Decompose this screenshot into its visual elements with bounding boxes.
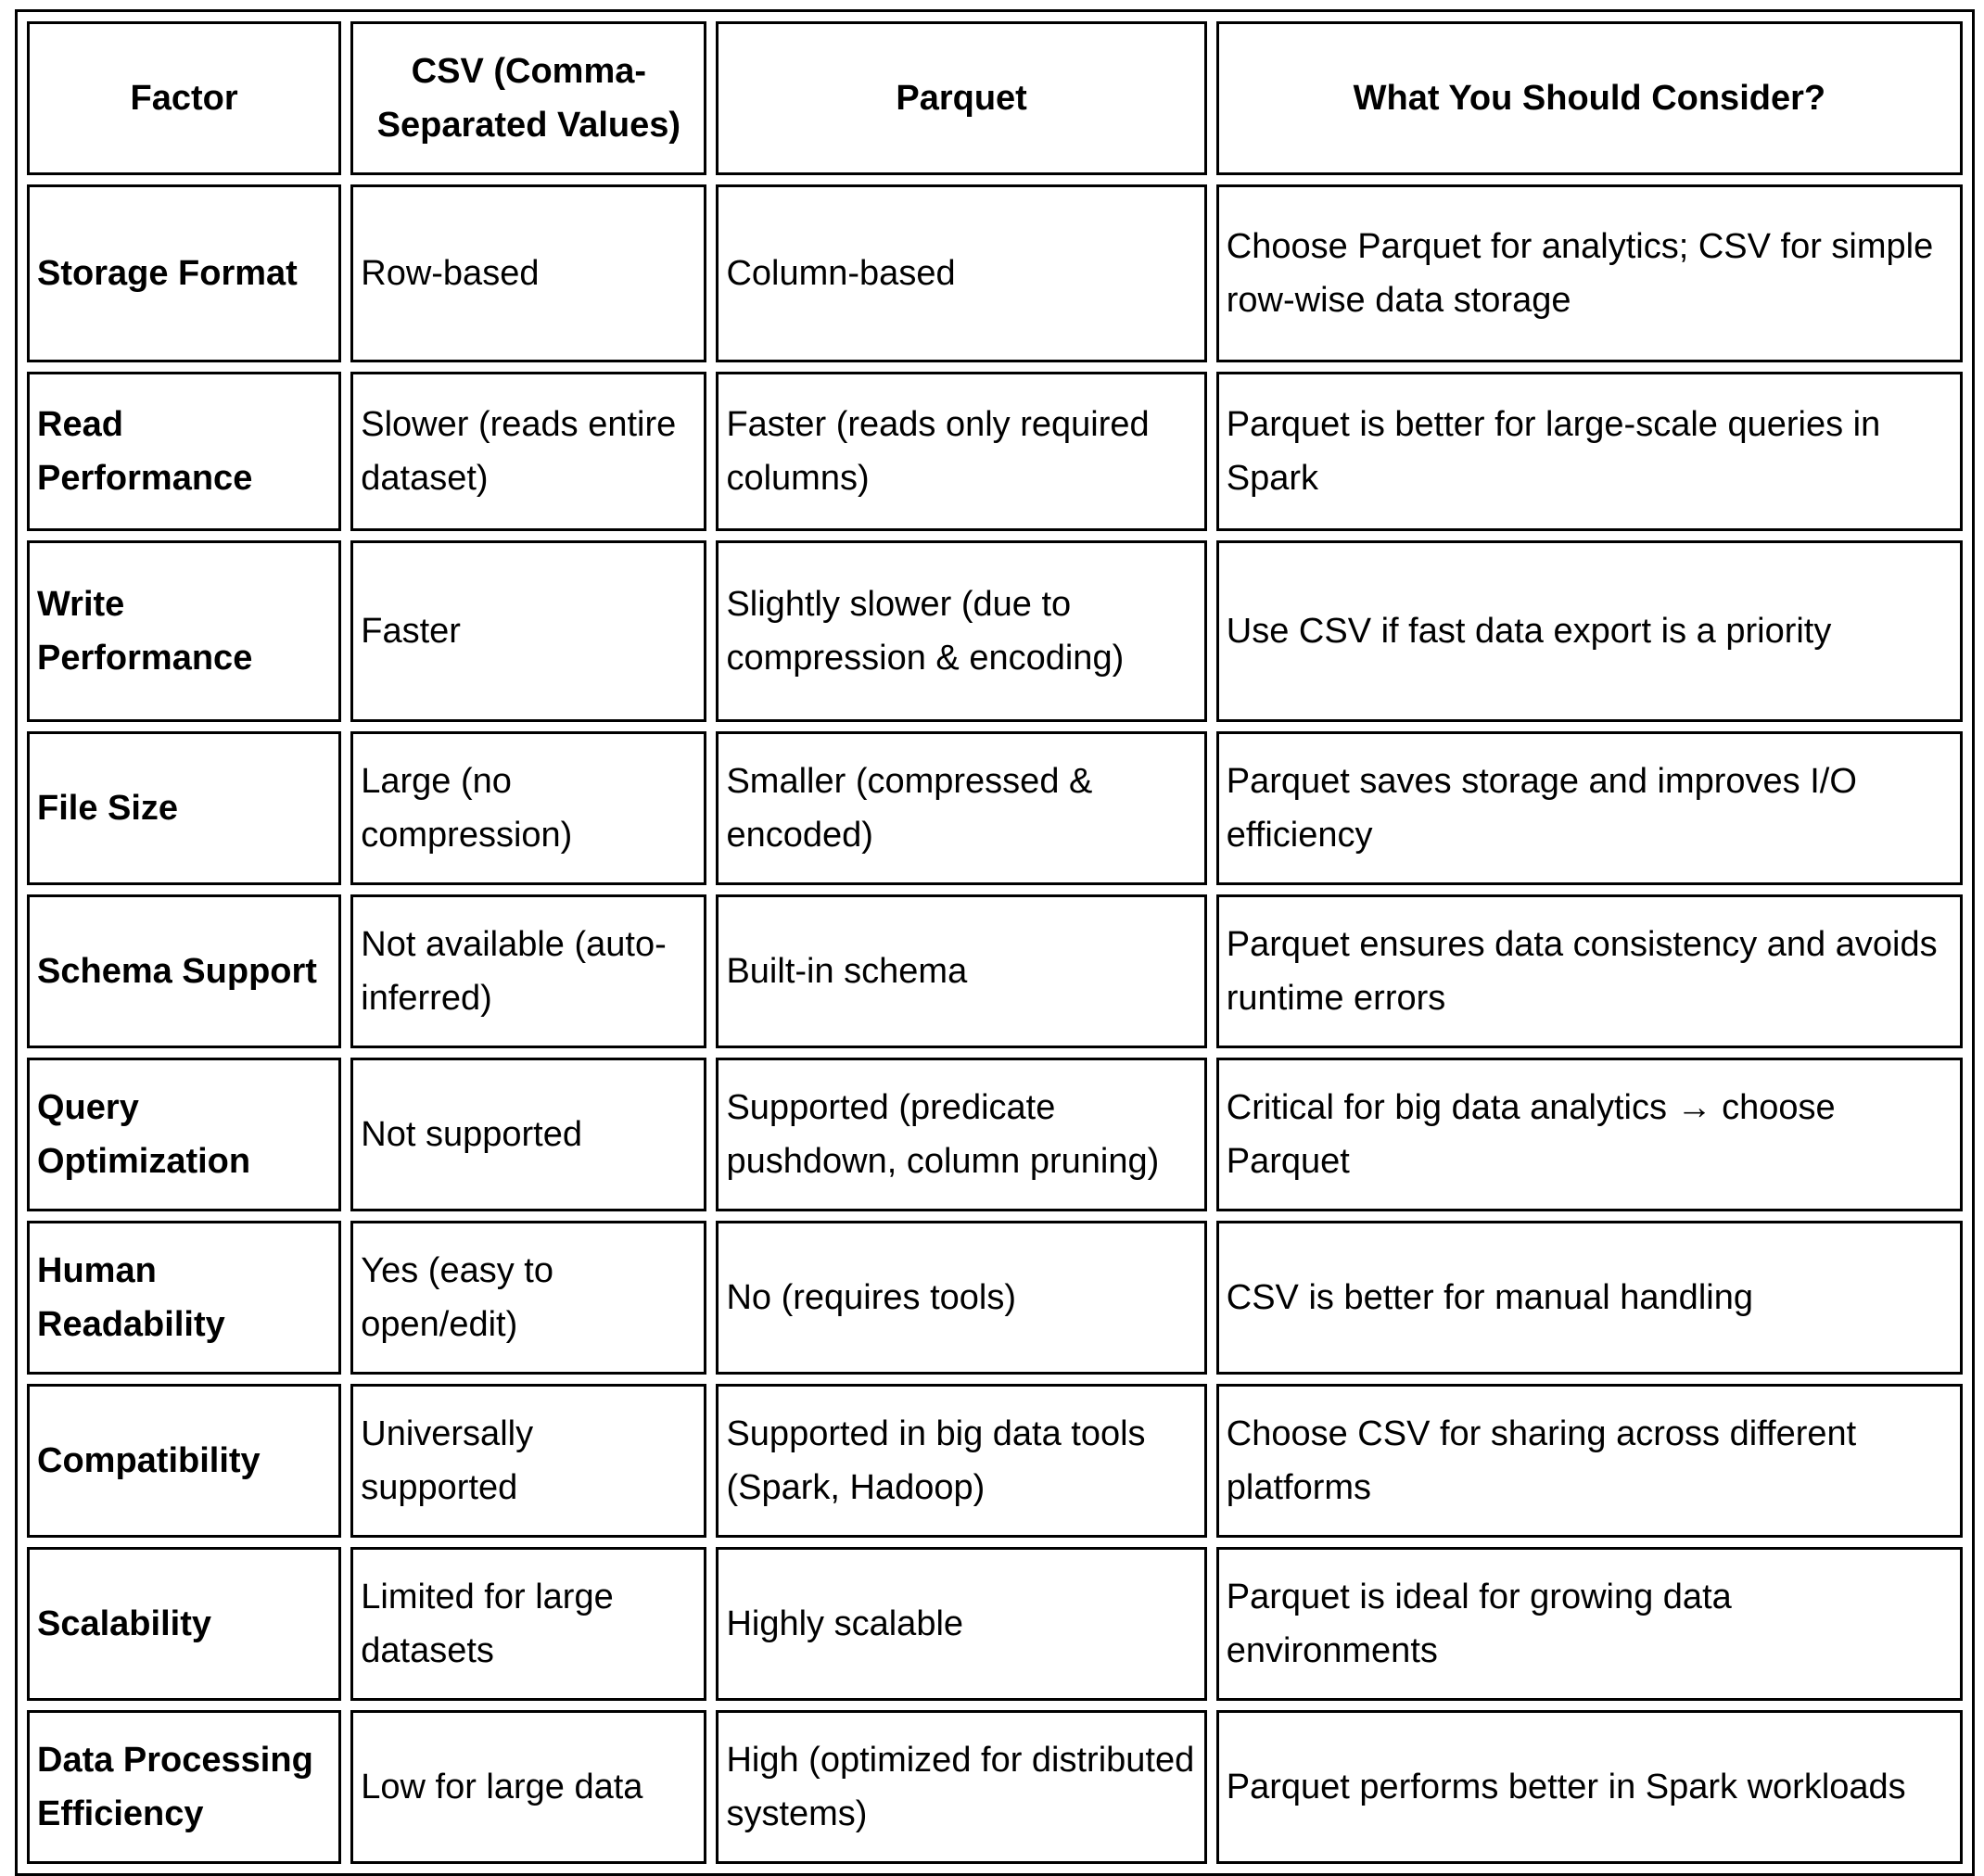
consider-cell: Choose CSV for sharing across different platforms xyxy=(1216,1384,1963,1538)
csv-cell: Low for large data xyxy=(350,1710,706,1864)
table-row xyxy=(27,1384,1963,1538)
csv-cell: Yes (easy to open/edit) xyxy=(350,1221,706,1375)
csv-cell: Universally supported xyxy=(350,1384,706,1538)
table-row xyxy=(27,1710,1963,1864)
comparison-table-container xyxy=(24,19,1984,1876)
header-factor: Factor xyxy=(27,21,341,175)
table-row xyxy=(27,1221,1963,1375)
factor-cell: Write Performance xyxy=(27,540,341,722)
parquet-cell: Column-based xyxy=(716,184,1206,362)
header-consider: What You Should Consider? xyxy=(1216,21,1963,175)
table-row xyxy=(27,1547,1963,1701)
consider-cell: Parquet is ideal for growing data environments xyxy=(1216,1547,1963,1701)
factor-cell: File Size xyxy=(27,731,341,885)
factor-cell: Data Processing Efficiency xyxy=(27,1710,341,1864)
factor-cell: Storage Format xyxy=(27,184,341,362)
consider-cell: Choose Parquet for analytics; CSV for simple row-wise data storage xyxy=(1216,184,1963,362)
consider-cell: Critical for big data analytics → choose Parquet xyxy=(1216,1058,1963,1211)
header-csv: CSV (Comma-Separated Values) xyxy=(350,21,706,175)
csv-cell: Not available (auto-inferred) xyxy=(350,894,706,1048)
table-row xyxy=(27,894,1963,1048)
parquet-cell: Faster (reads only required columns) xyxy=(716,372,1206,531)
table-row xyxy=(27,372,1963,531)
factor-cell: Scalability xyxy=(27,1547,341,1701)
consider-cell: Use CSV if fast data export is a priority xyxy=(1216,540,1963,722)
parquet-cell: High (optimized for distributed systems) xyxy=(716,1710,1206,1864)
parquet-cell: Highly scalable xyxy=(716,1547,1206,1701)
csv-cell: Large (no compression) xyxy=(350,731,706,885)
csv-cell: Row-based xyxy=(350,184,706,362)
consider-cell: Parquet performs better in Spark workloads xyxy=(1216,1710,1963,1864)
consider-cell: Parquet is better for large-scale queries in Spark xyxy=(1216,372,1963,531)
csv-cell: Slower (reads entire dataset) xyxy=(350,372,706,531)
table-header-row xyxy=(27,21,1963,175)
csv-cell: Limited for large datasets xyxy=(350,1547,706,1701)
table-row xyxy=(27,540,1963,722)
table-row xyxy=(27,731,1963,885)
parquet-cell: Smaller (compressed & encoded) xyxy=(716,731,1206,885)
parquet-cell: Slightly slower (due to compression & encoding) xyxy=(716,540,1206,722)
csv-cell: Not supported xyxy=(350,1058,706,1211)
parquet-cell: Supported (predicate pushdown, column pruning) xyxy=(716,1058,1206,1211)
header-parquet: Parquet xyxy=(716,21,1206,175)
consider-cell: Parquet ensures data consistency and avoids runtime errors xyxy=(1216,894,1963,1048)
table-row xyxy=(27,1058,1963,1211)
consider-cell: CSV is better for manual handling xyxy=(1216,1221,1963,1375)
comparison-table xyxy=(15,9,1975,1876)
factor-cell: Schema Support xyxy=(27,894,341,1048)
consider-cell: Parquet saves storage and improves I/O efficiency xyxy=(1216,731,1963,885)
parquet-cell: Supported in big data tools (Spark, Hadoop) xyxy=(716,1384,1206,1538)
factor-cell: Read Performance xyxy=(27,372,341,531)
table-row xyxy=(27,184,1963,362)
factor-cell: Human Readability xyxy=(27,1221,341,1375)
parquet-cell: No (requires tools) xyxy=(716,1221,1206,1375)
csv-cell: Faster xyxy=(350,540,706,722)
factor-cell: Query Optimization xyxy=(27,1058,341,1211)
factor-cell: Compatibility xyxy=(27,1384,341,1538)
parquet-cell: Built-in schema xyxy=(716,894,1206,1048)
